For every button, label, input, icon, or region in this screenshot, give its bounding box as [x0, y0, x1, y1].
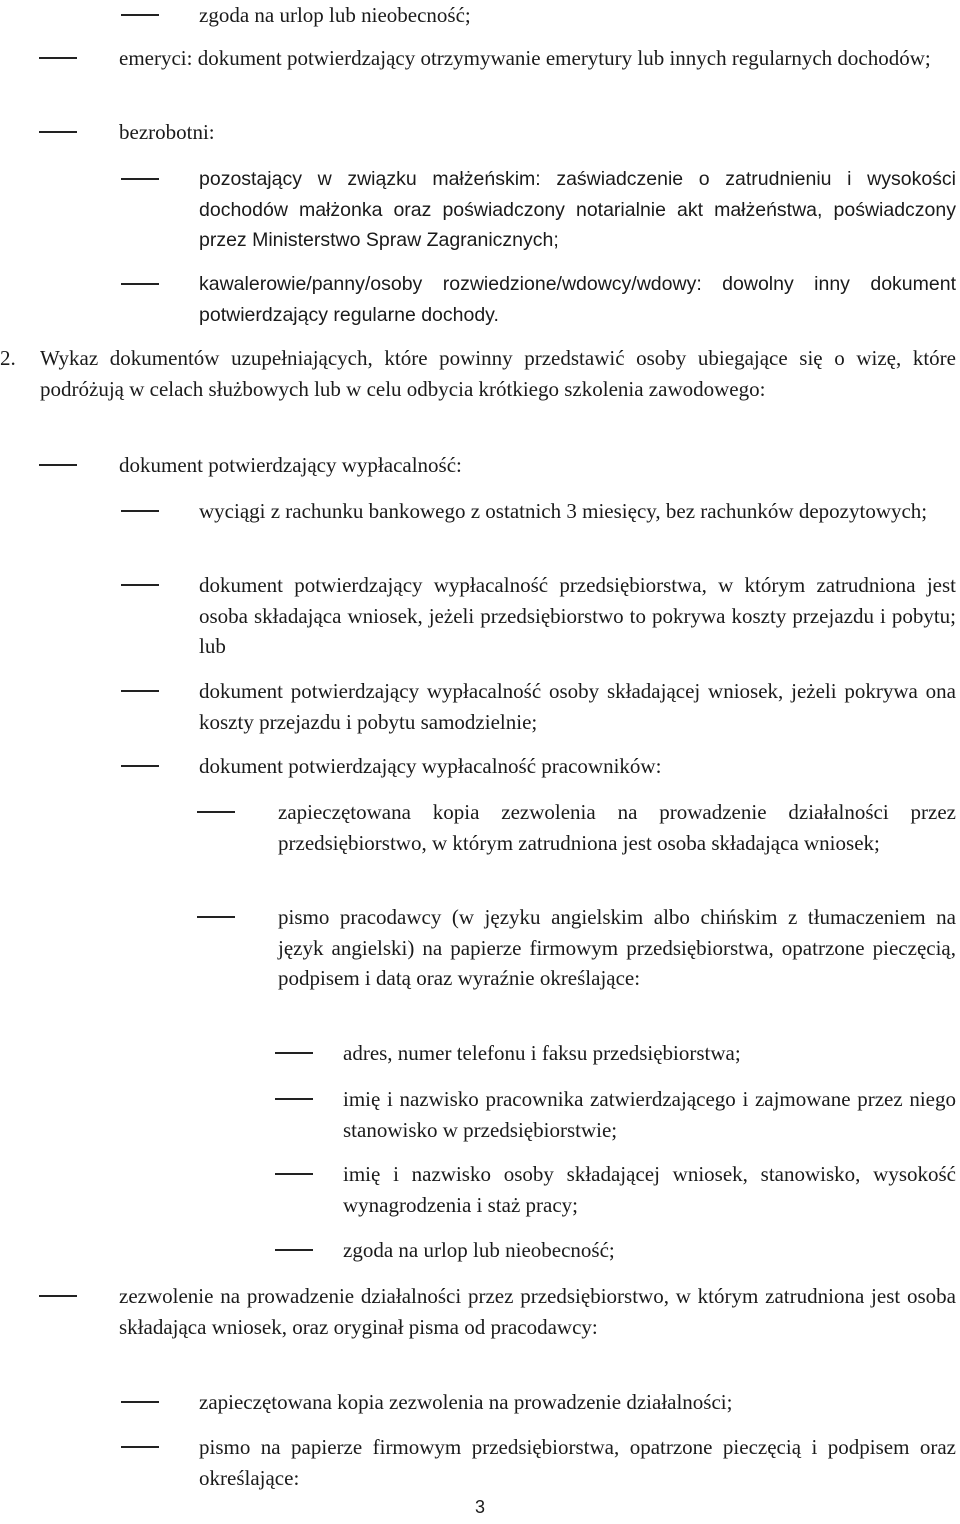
item-text: dokument potwierdzający wypłacalność przedsiębiorstwa, w którym zatrudniona jest osoba składająca wniosek, jeżeli przedsiębiorstwo to pokrywa koszty przejazdu i pobytu; lub: [199, 573, 956, 658]
list-item: [199, 751, 956, 782]
item-text: bezrobotni:: [119, 120, 215, 144]
item-text: zapieczętowana kopia zezwolenia na prowadzenie działalności;: [199, 1390, 733, 1414]
item-text: zezwolenie na prowadzenie działalności przez przedsiębiorstwo, w którym zatrudniona jest osoba składająca wniosek, oraz oryginał pisma od pracodawcy:: [119, 1284, 956, 1339]
dash-bullet: [121, 14, 159, 16]
list-item: [199, 676, 956, 737]
list-item: [199, 0, 956, 31]
dash-bullet: [121, 1446, 159, 1448]
dash-bullet: [39, 131, 77, 133]
item-text: imię i nazwisko pracownika zatwierdzającego i zajmowane przez niego stanowisko w przedsiębiorstwie;: [343, 1087, 956, 1142]
item-text: dokument potwierdzający wypłacalność osoby składającej wniosek, jeżeli pokrywa ona koszty przejazdu i pobytu samodzielnie;: [199, 679, 956, 734]
list-item: [199, 164, 956, 256]
section-2-paragraph: [0, 343, 956, 404]
section-text: Wykaz dokumentów uzupełniających, które powinny przedstawić osoby ubiegające się o wizę, które podróżują w celach służbowych lub w celu odbycia krótkiego szkolenia zawodowego:: [40, 346, 956, 401]
list-item: [343, 1038, 956, 1069]
list-item: [199, 1387, 956, 1418]
list-item: [278, 797, 956, 858]
list-item: [119, 450, 956, 481]
list-item: [199, 1432, 956, 1493]
list-item: [278, 902, 956, 994]
list-item: [199, 570, 956, 662]
dash-bullet: [275, 1173, 313, 1175]
list-item: [343, 1235, 956, 1266]
item-text: zgoda na urlop lub nieobecność;: [199, 3, 471, 27]
item-text: pozostający w związku małżeńskim: zaświadczenie o zatrudnieniu i wysokości dochodów małżonka oraz poświadczony notarialnie akt małżeństwa, poświadczony przez Ministerstwo Spraw Zagranicznych;: [199, 168, 956, 251]
dash-bullet: [39, 57, 77, 59]
dash-bullet: [121, 690, 159, 692]
list-item: [343, 1159, 956, 1220]
dash-bullet: [39, 1295, 77, 1297]
dash-bullet: [275, 1249, 313, 1251]
item-text: pismo pracodawcy (w języku angielskim albo chińskim z tłumaczeniem na język angielski) na papierze firmowym przedsiębiorstwa, opatrzone pieczęcią, podpisem i datą oraz wyraźnie określające:: [278, 905, 956, 990]
item-text: zapieczętowana kopia zezwolenia na prowadzenie działalności przez przedsiębiorstwo, w którym zatrudniona jest osoba składająca wniosek;: [278, 800, 956, 855]
item-text: pismo na papierze firmowym przedsiębiorstwa, opatrzone pieczęcią i podpisem oraz określające:: [199, 1435, 956, 1490]
list-item: [119, 117, 956, 148]
dash-bullet: [121, 1401, 159, 1403]
dash-bullet: [39, 464, 77, 466]
item-text: zgoda na urlop lub nieobecność;: [343, 1238, 615, 1262]
dash-bullet: [121, 178, 159, 180]
list-item: [199, 269, 956, 330]
item-text: kawalerowie/panny/osoby rozwiedzione/wdowcy/wdowy: dowolny inny dokument potwierdzający regularne dochody.: [199, 273, 956, 326]
page-number: 3: [474, 1497, 485, 1517]
list-item: [199, 496, 956, 527]
item-text: imię i nazwisko osoby składającej wniosek, stanowisko, wysokość wynagrodzenia i staż pracy;: [343, 1162, 956, 1217]
list-item: [119, 43, 956, 74]
dash-bullet: [121, 584, 159, 586]
dash-bullet: [275, 1052, 313, 1054]
dash-bullet: [121, 283, 159, 285]
item-text: adres, numer telefonu i faksu przedsiębiorstwa;: [343, 1041, 741, 1065]
dash-bullet: [275, 1098, 313, 1100]
dash-bullet: [197, 916, 235, 918]
item-text: dokument potwierdzający wypłacalność:: [119, 453, 462, 477]
item-text: dokument potwierdzający wypłacalność pracowników:: [199, 754, 662, 778]
list-item: [119, 1281, 956, 1342]
dash-bullet: [121, 510, 159, 512]
dash-bullet: [121, 765, 159, 767]
section-number: 2.: [0, 346, 16, 370]
item-text: emeryci: dokument potwierdzający otrzymywanie emerytury lub innych regularnych dochodów;: [119, 46, 931, 70]
item-text: wyciągi z rachunku bankowego z ostatnich 3 miesięcy, bez rachunków depozytowych;: [199, 499, 928, 523]
dash-bullet: [197, 811, 235, 813]
list-item: [343, 1084, 956, 1145]
